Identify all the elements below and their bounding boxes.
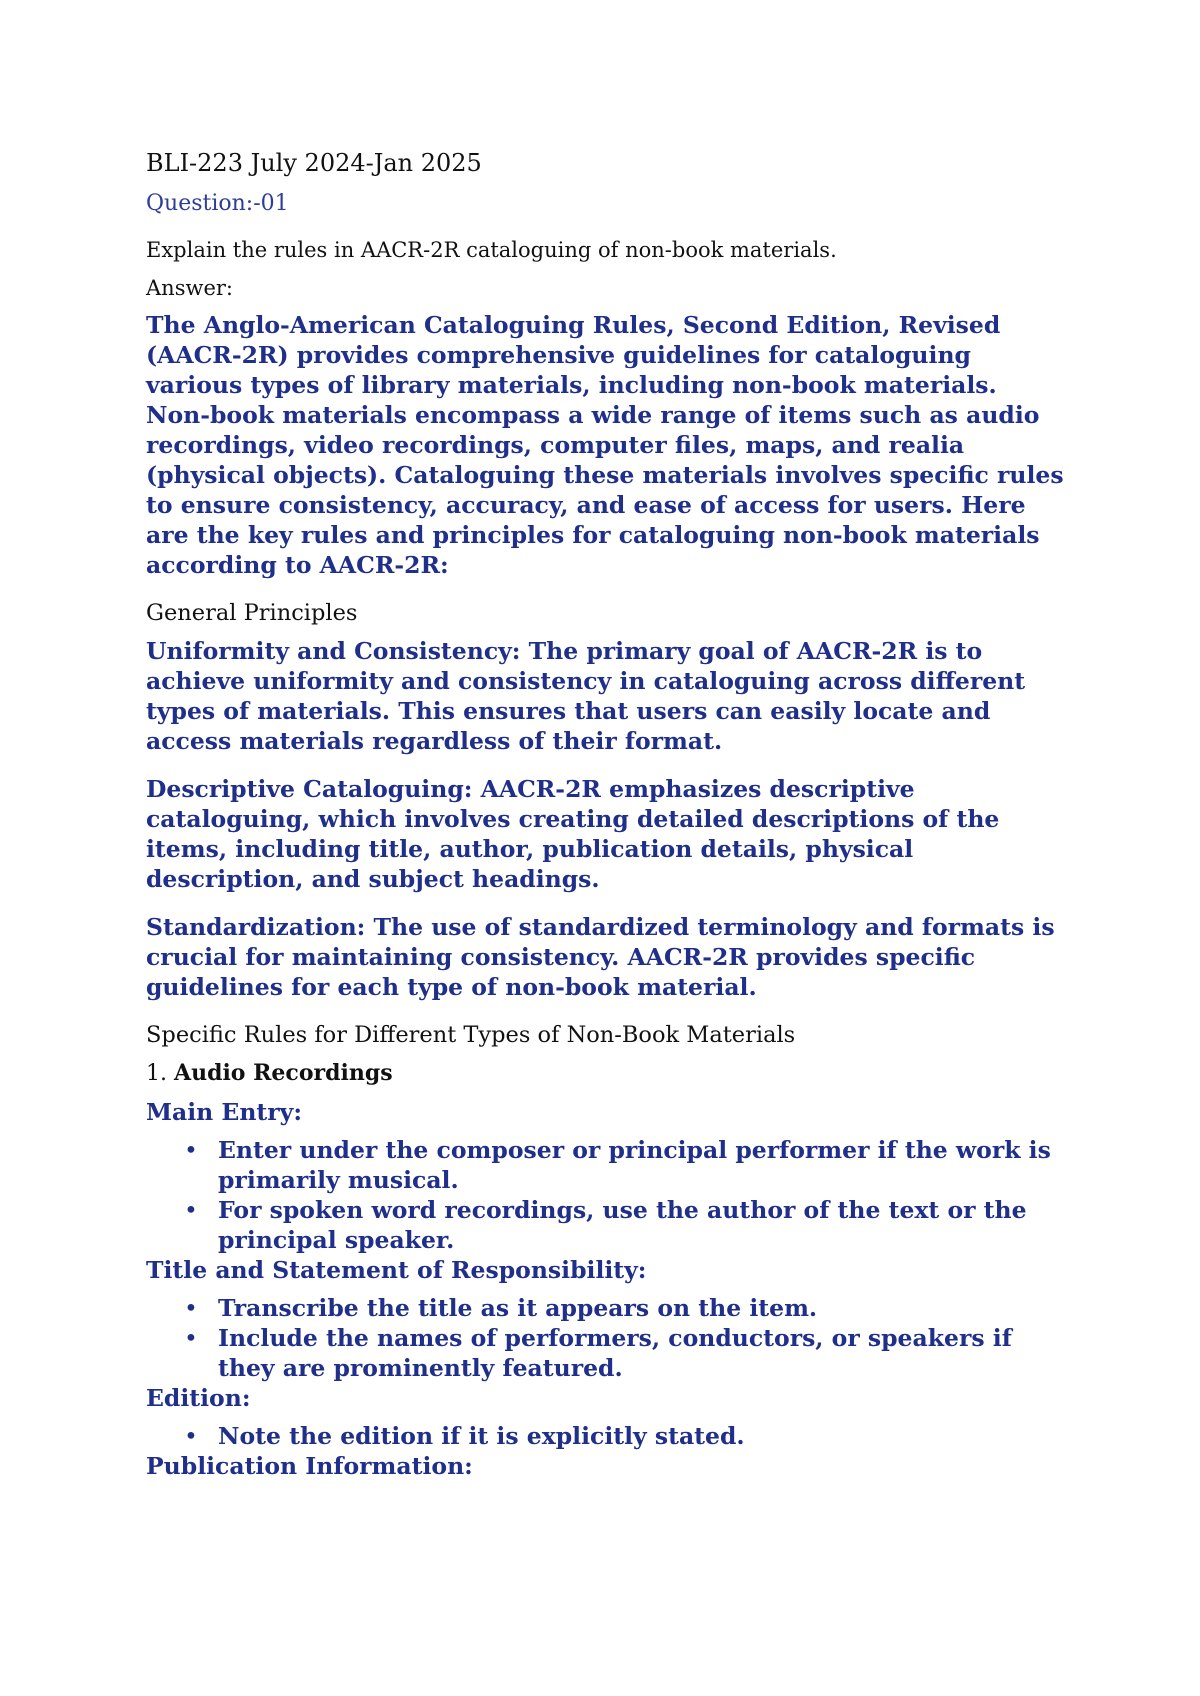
principle-descriptive: Descriptive Cataloguing: AACR-2R emphasizes descriptive cataloguing, which involves creating detailed descriptions of the items, including title, author, publication details, physical description, and subject headings. <box>146 775 1000 893</box>
bullet-icon: • <box>184 1136 198 1164</box>
answer-label: Answer: <box>146 276 233 300</box>
main-entry-heading: Main Entry: <box>146 1098 302 1126</box>
question-label: Question:-01 <box>146 191 289 216</box>
numbered-heading-audio <box>146 1058 1066 1089</box>
question-prompt: Explain the rules in AACR-2R cataloguing of non-book materials. <box>146 238 837 262</box>
item-title: Audio Recordings <box>174 1060 393 1086</box>
intro-paragraph: The Anglo-American Cataloguing Rules, Second Edition, Revised (AACR-2R) provides comprehensive guidelines for cataloguing various types of library materials, including non-book materials. Non-book materials encompass a wide range of items such as audio recordings, video recordings, computer files, maps, and realia (physical objects). Cataloguing these materials involves specific rules to ensure consistency, accuracy, and ease of access for users. Here are the key rules and principles for cataloguing non-book materials according to AACR-2R: <box>146 311 1064 579</box>
bullet-icon: • <box>184 1422 198 1450</box>
bullet-icon: • <box>184 1294 198 1322</box>
specific-rules-title: Specific Rules for Different Types of Non-Book Materials <box>146 1022 796 1048</box>
title-statement-list <box>146 1293 1066 1383</box>
principle-standardization: Standardization: The use of standardized terminology and formats is crucial for maintaining consistency. AACR-2R provides specific guidelines for each type of non-book material. <box>146 913 1055 1001</box>
principle-uniformity: Uniformity and Consistency: The primary goal of AACR-2R is to achieve uniformity and consistency in cataloguing across different types of materials. This ensures that users can easily locate and access materials regardless of their format. <box>146 637 1026 755</box>
general-principles-title: General Principles <box>146 600 358 626</box>
bullet-icon: • <box>184 1196 198 1224</box>
list-item: • Note the edition if it is explicitly stated. <box>184 1422 745 1450</box>
list-item: • Transcribe the title as it appears on the item. <box>184 1294 818 1322</box>
title-statement-heading: Title and Statement of Responsibility: <box>146 1256 647 1284</box>
bullet-icon: • <box>184 1324 198 1352</box>
list-item: • Enter under the composer or principal performer if the work is primarily musical. <box>184 1136 1051 1194</box>
list-item: • For spoken word recordings, use the author of the text or the principal speaker. <box>184 1196 1027 1254</box>
edition-heading: Edition: <box>146 1384 251 1412</box>
list-item: • Include the names of performers, conductors, or speakers if they are prominently featured. <box>184 1324 1012 1382</box>
edition-list <box>146 1421 1066 1451</box>
course-line: BLI-223 July 2024-Jan 2025 <box>146 149 482 177</box>
publication-heading: Publication Information: <box>146 1452 473 1480</box>
item-number: 1. <box>146 1061 167 1086</box>
document-page <box>146 148 1066 1489</box>
main-entry-list <box>146 1135 1066 1255</box>
